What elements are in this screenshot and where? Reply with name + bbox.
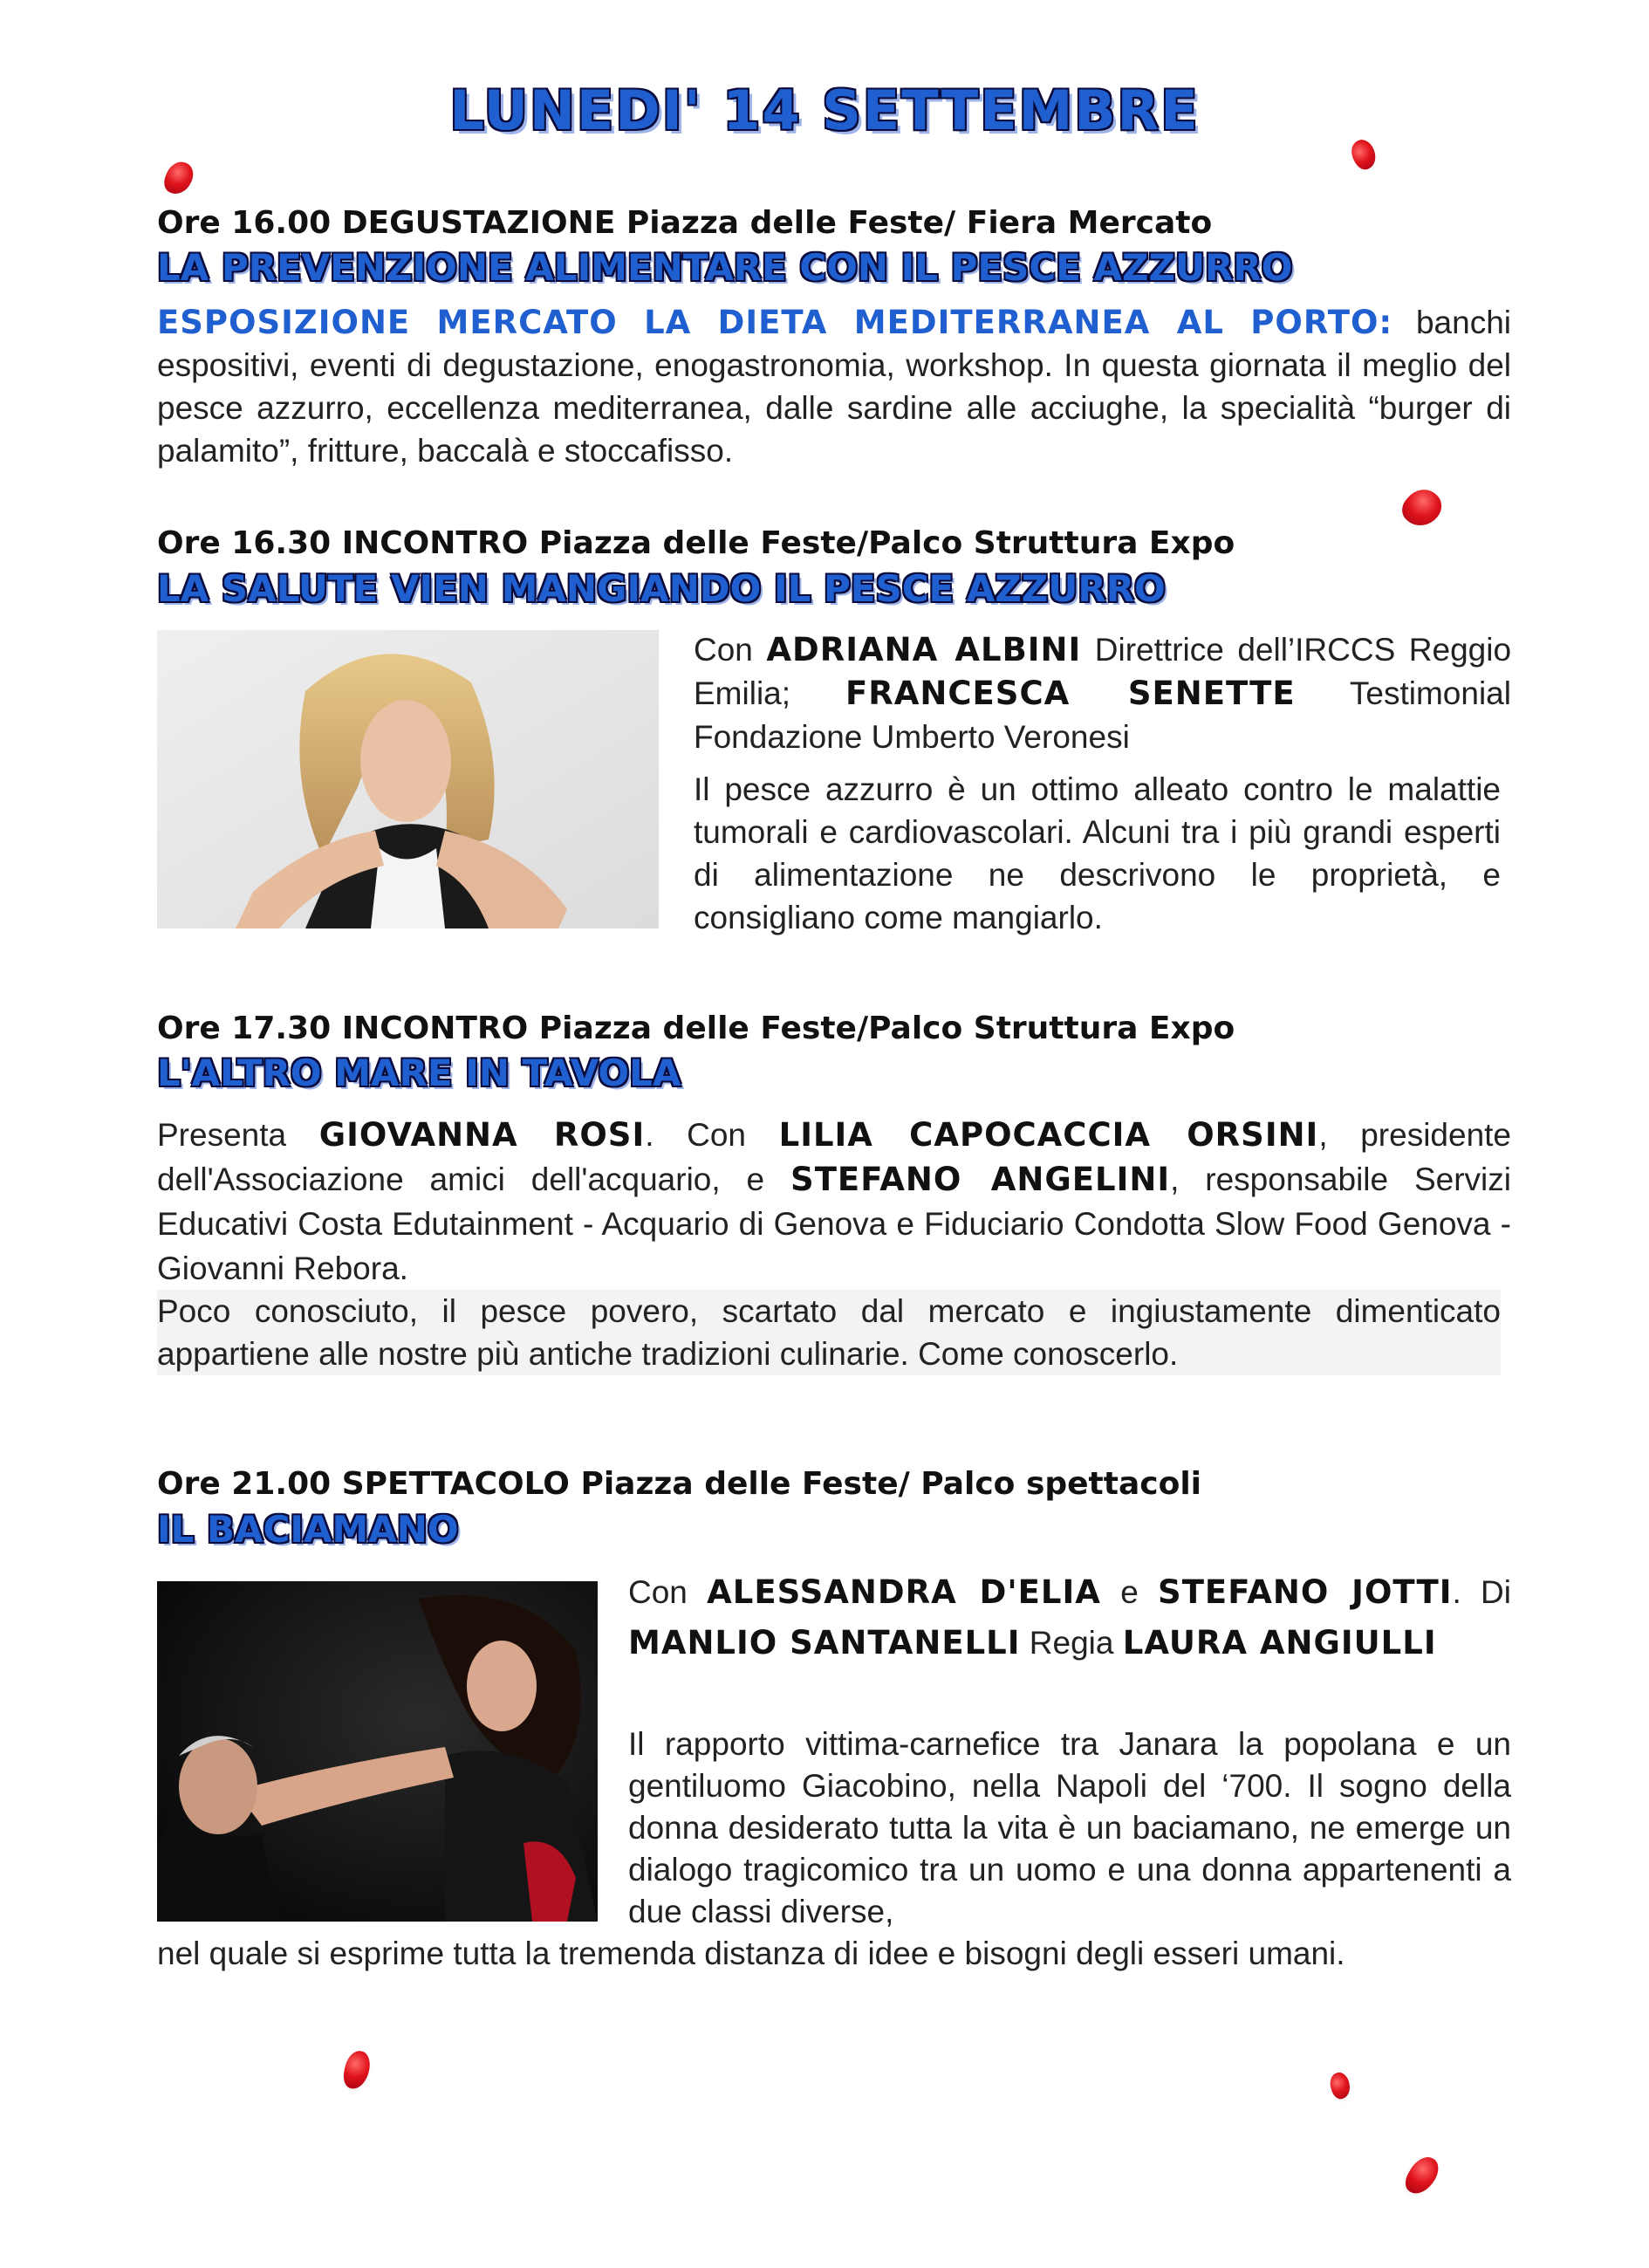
event-title: L'ALTRO MARE IN TAVOLA	[157, 1052, 681, 1094]
page-title: LUNEDI' 14 SETTEMBRE	[449, 79, 1200, 142]
event-text-tail: nel quale si esprime tutta la tremenda distanza di idee e bisogni degli esseri umani.	[157, 1936, 1345, 1971]
event-title: IL BACIAMANO	[157, 1508, 459, 1551]
speaker-name: FRANCESCA SENETTE	[845, 675, 1296, 712]
event-text: Il rapporto vittima-carnefice tra Janara la popolana e un gentiluomo Giacobino, nella Napoli del ‘700. Il sogno della donna desiderato tutta la vita è un baciamano, ne emerge un dialogo tragicomico tra un uomo e una donna appartenenti a due classi diverse,	[628, 1726, 1511, 1929]
speaker-role: , responsabile Servizi Educativi Costa Edutainment - Acquario di Genova e Fiduciario Condotta Slow Food Genova - Giovanni Rebora.	[157, 1161, 1511, 1286]
event-lead: ESPOSIZIONE MERCATO LA DIETA MEDITERRANEA AL PORTO:	[157, 304, 1393, 341]
event-text: Poco conosciuto, il pesce povero, scartato dal mercato e ingiustamente dimenticato appartiene alle nostre più antiche tradizioni culinarie. Come conoscerlo.	[157, 1290, 1501, 1375]
event-schedule: Ore 17.30 INCONTRO Piazza delle Feste/Palco Struttura Expo	[157, 1011, 1235, 1046]
rose-petal-decoration	[1327, 2070, 1354, 2101]
rose-petal-decoration	[161, 158, 196, 198]
speaker-name: ADRIANA ALBINI	[766, 631, 1082, 668]
rose-petal-decoration	[1401, 2152, 1444, 2200]
label-presenta: Presenta	[157, 1117, 287, 1153]
rose-petal-decoration	[341, 2049, 372, 2091]
event-description	[157, 301, 1511, 472]
label-di: . Di	[1452, 1574, 1511, 1610]
performer-name: ALESSANDRA D'ELIA	[707, 1573, 1101, 1611]
label-e: e	[1120, 1574, 1139, 1610]
show-photo	[157, 1581, 598, 1922]
event-title: LA PREVENZIONE ALIMENTARE CON IL PESCE AZZURRO	[157, 246, 1293, 289]
speaker-role: , presidente dell'Associazione amici dell'acquario, e	[157, 1117, 1512, 1197]
label-regia: Regia	[1029, 1625, 1114, 1661]
speaker-name: GIOVANNA ROSI	[318, 1116, 646, 1154]
baciamano-scene-image	[157, 1581, 598, 1922]
speaker-role: Direttrice dell’IRCCS Reggio Emilia;	[694, 632, 1512, 711]
event-description	[157, 1113, 1511, 1291]
label-con: . Con	[645, 1117, 746, 1153]
event-description	[628, 1567, 1511, 1668]
event-text: banchi espositivi, eventi di degustazione, enogastronomia, workshop. In questa giornata il meglio del pesce azzurro, eccellenza mediterranea, dalle sardine alle acciughe, la specialità “burger di palamito”, fritture, baccalà e stoccafisso.	[157, 305, 1511, 469]
event-text: Il pesce azzurro è un ottimo alleato contro le malattie tumorali e cardiovascolari. Alcuni tra i più grandi esperti di alimentazione ne descrivono le proprietà, e consigliano come mangiarlo.	[694, 771, 1501, 935]
event-description	[694, 628, 1511, 759]
author-name: MANLIO SANTANELLI	[628, 1624, 1021, 1662]
speaker-photo	[157, 630, 659, 928]
speaker-name: STEFANO ANGELINI	[790, 1161, 1171, 1198]
performer-name: STEFANO JOTTI	[1158, 1573, 1453, 1611]
rose-petal-decoration	[1397, 482, 1448, 533]
event-schedule: Ore 16.00 DEGUSTAZIONE Piazza delle Feste/ Fiera Mercato	[157, 205, 1213, 241]
label-con: Con	[628, 1574, 688, 1610]
director-name: LAURA ANGIULLI	[1122, 1624, 1437, 1662]
speaker-role: Testimonial Fondazione Umberto Veronesi	[694, 675, 1511, 755]
event-schedule: Ore 21.00 SPETTACOLO Piazza delle Feste/ Palco spettacoli	[157, 1466, 1202, 1502]
event-schedule: Ore 16.30 INCONTRO Piazza delle Feste/Palco Struttura Expo	[157, 525, 1235, 561]
label-con: Con	[694, 632, 753, 668]
speaker-name: LILIA CAPOCACCIA ORSINI	[778, 1116, 1319, 1154]
woman-portrait-image	[157, 630, 659, 928]
event-title: LA SALUTE VIEN MANGIANDO IL PESCE AZZURRO	[157, 567, 1166, 610]
